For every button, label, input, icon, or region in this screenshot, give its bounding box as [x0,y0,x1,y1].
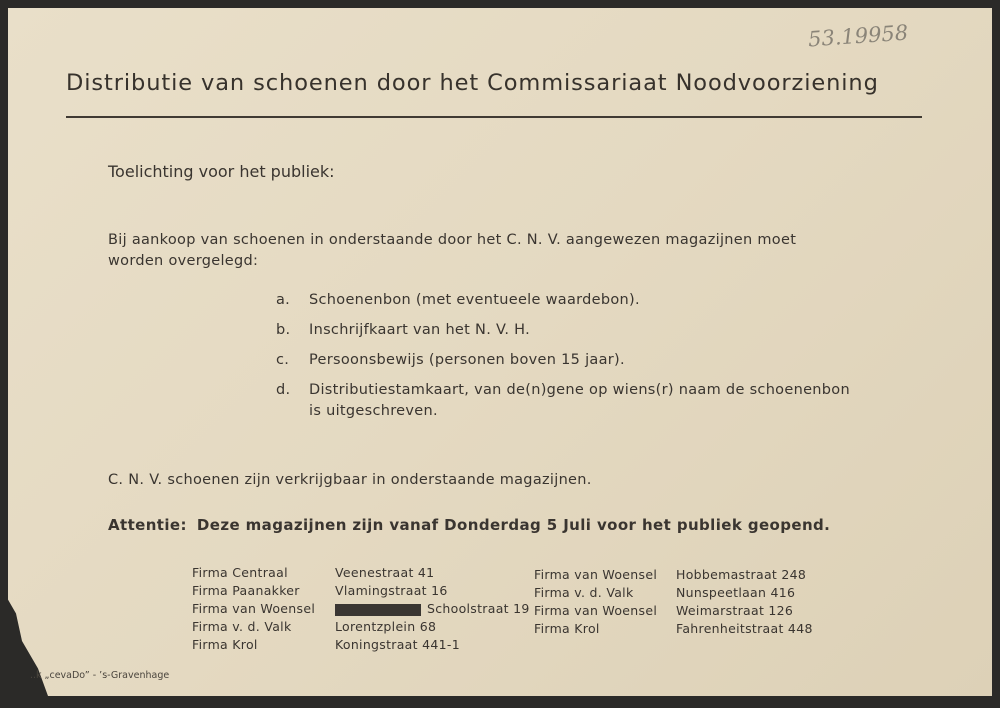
store-address: Schoolstraat 19 [427,601,530,616]
store-address: Veenestraat 41 [335,565,435,580]
store-firm: Firma v. d. Valk [192,619,292,634]
item-label: d. [276,382,291,398]
store-firm: Firma van Woensel [534,603,658,618]
item-text: Inschrijfkaart van het N. V. H. [309,322,531,338]
store-firm: Firma Paanakker [192,583,300,598]
document-title: Distributie van schoenen door het Commissariaat Noodvoorziening [66,70,879,96]
attention-notice [108,516,840,534]
attention-text: Deze magazijnen zijn vanaf Donderdag 5 Juli voor het publiek geopend. [196,516,831,534]
store-firm: Firma van Woensel [192,601,316,616]
store-address: Koningstraat 441-1 [335,637,460,652]
printer-imprint: ..k „cevaDo” - ’s-Gravenhage [30,670,170,681]
store-address: Hobbemastraat 248 [676,567,807,582]
title-rule [66,116,922,118]
redaction-mark [335,604,421,616]
store-address: Nunspeetlaan 416 [676,585,796,600]
store-firm: Firma Krol [192,637,258,652]
item-text: Distributiestamkaart, van de(n)gene op wiens(r) naam de schoenenbon [309,382,850,398]
item-text-cont: is uitgeschreven. [309,403,438,419]
availability-text: C. N. V. schoenen zijn verkrijgbaar in onderstaande magazijnen. [108,472,592,488]
store-address: Lorentzplein 68 [335,619,437,634]
store-address: Vlamingstraat 16 [335,583,448,598]
store-address: Weimarstraat 126 [676,603,794,618]
store-firm: Firma Centraal [192,565,288,580]
archive-number: 53.19958 [807,20,909,52]
intro-line-1: Bij aankoop van schoenen in onderstaande door het C. N. V. aangewezen magazijnen moet [108,232,797,248]
subtitle: Toelichting voor het publiek: [108,162,335,181]
store-firm: Firma van Woensel [534,567,658,582]
store-address: Fahrenheitstraat 448 [676,621,813,636]
attention-label: Attentie: [108,516,187,534]
intro-line-2: worden overgelegd: [108,253,259,269]
item-label: b. [276,322,291,338]
item-text: Persoonsbewijs (personen boven 15 jaar). [309,352,625,368]
store-firm: Firma Krol [534,621,600,636]
store-firm: Firma v. d. Valk [534,585,634,600]
item-label: a. [276,292,291,308]
item-label: c. [276,352,290,368]
store-address-redacted [335,601,530,616]
item-text: Schoenenbon (met eventueele waardebon). [309,292,640,308]
